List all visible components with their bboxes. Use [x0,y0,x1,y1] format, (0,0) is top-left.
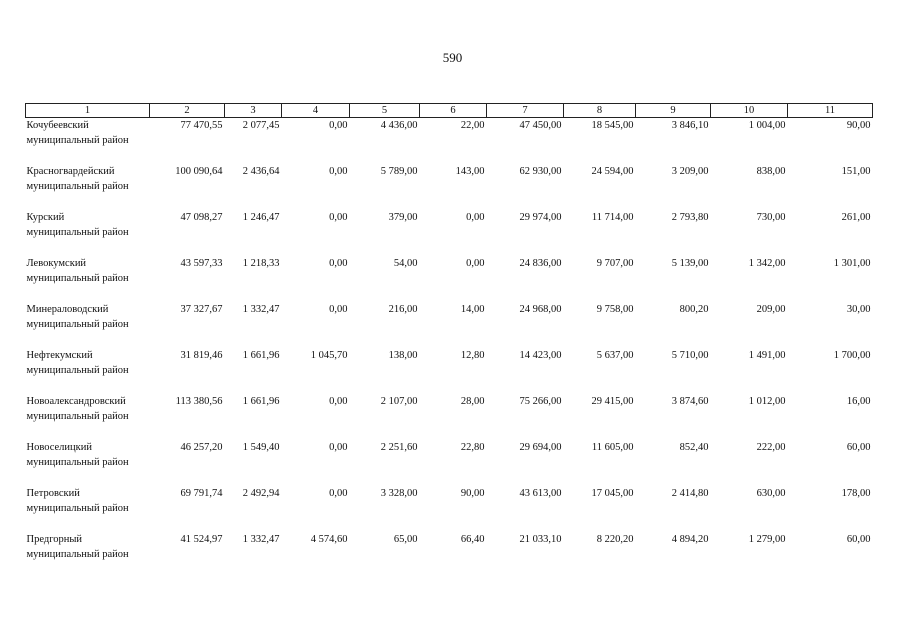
header-row [26,104,873,118]
value-cell-col-8: 11 714,00 [591,212,634,223]
value-cell-col-4: 0,00 [329,120,348,131]
district-name: Кочубеевский [26,120,89,131]
district-type: муниципальный район [26,549,129,560]
value-cell-col-11: 1 700,00 [833,350,871,361]
value-cell-col-3: 1 246,47 [242,212,280,223]
table-row [26,486,873,532]
value-cell-col-5: 2 107,00 [380,396,418,407]
district-name-cell [26,440,150,486]
value-cell-col-3: 1 549,40 [242,442,280,453]
value-cell-col-5: 2 251,60 [380,442,418,453]
value-cell-col-4: 1 045,70 [310,350,348,361]
column-header-3: 3 [225,104,282,118]
value-cell-col-11: 60,00 [846,534,871,545]
district-name-cell [26,256,150,302]
value-cell-col-4: 0,00 [329,396,348,407]
value-cell-col-9: 3 846,10 [671,120,709,131]
column-header-4: 4 [282,104,350,118]
district-name: Петровский [26,488,80,499]
column-header-10: 10 [711,104,788,118]
value-cell-col-8: 5 637,00 [596,350,634,361]
value-cell-col-2: 47 098,27 [180,212,223,223]
value-cell-col-2: 100 090,64 [175,166,223,177]
value-cell-col-6: 12,80 [460,350,485,361]
district-type: муниципальный район [26,457,129,468]
budget-table [25,103,873,578]
value-cell-col-10: 209,00 [756,304,786,315]
value-cell-col-11: 151,00 [841,166,871,177]
value-cell-col-10: 1 342,00 [748,258,786,269]
table-row [26,302,873,348]
column-header-11: 11 [788,104,873,118]
value-cell-col-4: 0,00 [329,212,348,223]
district-type: муниципальный район [26,503,129,514]
value-cell-col-11: 1 301,00 [833,258,871,269]
value-cell-col-8: 29 415,00 [591,396,634,407]
value-cell-col-3: 1 218,33 [242,258,280,269]
value-cell-col-9: 5 710,00 [671,350,709,361]
value-cell-col-10: 1 279,00 [748,534,786,545]
value-cell-col-10: 1 491,00 [748,350,786,361]
value-cell-col-8: 17 045,00 [591,488,634,499]
value-cell-col-11: 16,00 [846,396,871,407]
value-cell-col-2: 37 327,67 [180,304,223,315]
value-cell-col-6: 66,40 [460,534,485,545]
value-cell-col-2: 77 470,55 [180,120,223,131]
district-name-cell [26,348,150,394]
value-cell-col-8: 9 758,00 [596,304,634,315]
table-row [26,256,873,302]
district-type: муниципальный район [26,273,129,284]
value-cell-col-7: 75 266,00 [519,396,562,407]
value-cell-col-2: 46 257,20 [180,442,223,453]
value-cell-col-11: 60,00 [846,442,871,453]
district-type: муниципальный район [26,365,129,376]
value-cell-col-10: 222,00 [756,442,786,453]
district-name-cell [26,532,150,578]
district-name-cell [26,486,150,532]
value-cell-col-7: 47 450,00 [519,120,562,131]
table-row [26,532,873,578]
table-header [26,104,873,118]
table-row [26,118,873,165]
district-name-cell [26,118,150,165]
value-cell-col-9: 5 139,00 [671,258,709,269]
column-header-9: 9 [636,104,711,118]
district-name: Предгорный [26,534,83,545]
value-cell-col-7: 62 930,00 [519,166,562,177]
district-name: Курский [26,212,65,223]
value-cell-col-3: 1 661,96 [242,396,280,407]
table-row [26,394,873,440]
value-cell-col-10: 1 004,00 [748,120,786,131]
value-cell-col-3: 2 436,64 [242,166,280,177]
value-cell-col-11: 90,00 [846,120,871,131]
district-name: Красногвардейский [26,166,115,177]
district-type: муниципальный район [26,227,129,238]
value-cell-col-9: 4 894,20 [671,534,709,545]
column-header-5: 5 [350,104,420,118]
value-cell-col-8: 24 594,00 [591,166,634,177]
value-cell-col-5: 54,00 [393,258,418,269]
value-cell-col-4: 0,00 [329,442,348,453]
value-cell-col-6: 22,80 [460,442,485,453]
value-cell-col-8: 9 707,00 [596,258,634,269]
value-cell-col-11: 178,00 [841,488,871,499]
value-cell-col-6: 0,00 [466,258,485,269]
district-name: Новоалександровский [26,396,126,407]
column-header-8: 8 [564,104,636,118]
value-cell-col-3: 1 332,47 [242,304,280,315]
value-cell-col-5: 216,00 [388,304,418,315]
value-cell-col-11: 261,00 [841,212,871,223]
column-header-7: 7 [487,104,564,118]
district-type: муниципальный район [26,319,129,330]
table-row [26,440,873,486]
value-cell-col-7: 14 423,00 [519,350,562,361]
district-name-cell [26,302,150,348]
value-cell-col-5: 5 789,00 [380,166,418,177]
value-cell-col-4: 0,00 [329,258,348,269]
value-cell-col-4: 0,00 [329,488,348,499]
value-cell-col-9: 852,40 [679,442,709,453]
value-cell-col-5: 138,00 [388,350,418,361]
value-cell-col-2: 69 791,74 [180,488,223,499]
value-cell-col-10: 730,00 [756,212,786,223]
value-cell-col-3: 2 077,45 [242,120,280,131]
value-cell-col-6: 0,00 [466,212,485,223]
value-cell-col-5: 4 436,00 [380,120,418,131]
table-row [26,210,873,256]
district-type: муниципальный район [26,181,129,192]
column-header-1: 1 [26,104,150,118]
value-cell-col-2: 113 380,56 [175,396,223,407]
value-cell-col-7: 43 613,00 [519,488,562,499]
page-number: 590 [442,50,463,65]
district-name: Новоселицкий [26,442,92,453]
value-cell-col-7: 21 033,10 [519,534,562,545]
value-cell-col-8: 18 545,00 [591,120,634,131]
table-body [26,118,873,579]
value-cell-col-6: 22,00 [460,120,485,131]
value-cell-col-3: 2 492,94 [242,488,280,499]
district-name: Нефтекумский [26,350,93,361]
value-cell-col-5: 65,00 [393,534,418,545]
value-cell-col-6: 90,00 [460,488,485,499]
value-cell-col-7: 29 694,00 [519,442,562,453]
value-cell-col-6: 143,00 [455,166,485,177]
value-cell-col-7: 29 974,00 [519,212,562,223]
value-cell-col-4: 0,00 [329,304,348,315]
value-cell-col-6: 28,00 [460,396,485,407]
value-cell-col-8: 11 605,00 [591,442,634,453]
table-row [26,348,873,394]
district-name: Левокумский [26,258,87,269]
value-cell-col-2: 43 597,33 [180,258,223,269]
value-cell-col-4: 4 574,60 [310,534,348,545]
value-cell-col-2: 31 819,46 [180,350,223,361]
value-cell-col-9: 2 414,80 [671,488,709,499]
value-cell-col-7: 24 836,00 [519,258,562,269]
value-cell-col-3: 1 661,96 [242,350,280,361]
value-cell-col-9: 3 209,00 [671,166,709,177]
value-cell-col-9: 3 874,60 [671,396,709,407]
value-cell-col-10: 838,00 [756,166,786,177]
value-cell-col-10: 630,00 [756,488,786,499]
value-cell-col-2: 41 524,97 [180,534,223,545]
value-cell-col-5: 3 328,00 [380,488,418,499]
value-cell-col-11: 30,00 [846,304,871,315]
column-header-6: 6 [420,104,487,118]
district-type: муниципальный район [26,135,129,146]
district-name-cell [26,164,150,210]
value-cell-col-3: 1 332,47 [242,534,280,545]
value-cell-col-10: 1 012,00 [748,396,786,407]
district-name: Минераловодский [26,304,109,315]
value-cell-col-6: 14,00 [460,304,485,315]
value-cell-col-7: 24 968,00 [519,304,562,315]
district-type: муниципальный район [26,411,129,422]
value-cell-col-9: 800,20 [679,304,709,315]
value-cell-col-9: 2 793,80 [671,212,709,223]
value-cell-col-8: 8 220,20 [596,534,634,545]
district-name-cell [26,394,150,440]
district-name-cell [26,210,150,256]
column-header-2: 2 [150,104,225,118]
value-cell-col-5: 379,00 [388,212,418,223]
table-row [26,164,873,210]
value-cell-col-4: 0,00 [329,166,348,177]
